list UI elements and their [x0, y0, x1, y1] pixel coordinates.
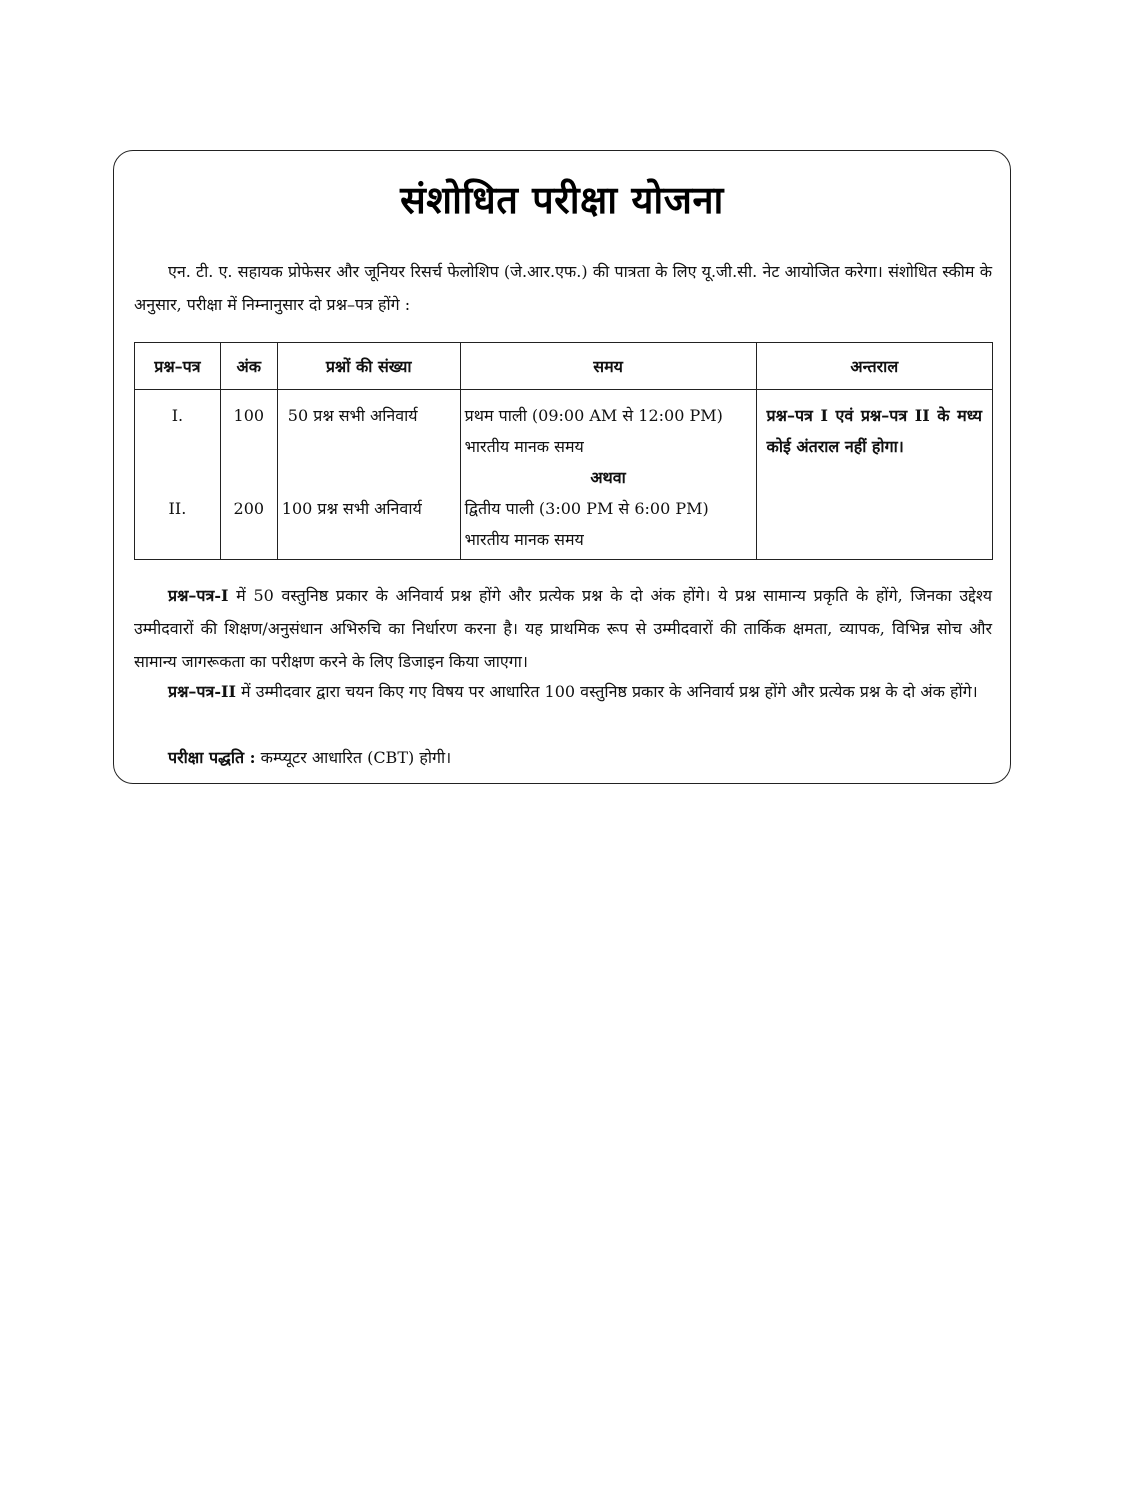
paper-1-paragraph [134, 579, 992, 678]
time-cell [460, 390, 756, 560]
header-time: समय [460, 343, 756, 390]
questions-1: 50 प्रश्न सभी अनिवार्य [287, 406, 418, 425]
marks-cell [220, 390, 277, 560]
paper-2-text: में उम्मीदवार द्वारा चयन किए गए विषय पर आधारित 100 वस्तुनिष्ठ प्रकार के अनिवार्य प्रश्न होंगे और प्रत्येक प्रश्न के दो अंक होंगे। [235, 682, 978, 701]
marks-2: 200 [233, 499, 265, 518]
paper-1-label: प्रश्न–पत्र-I [168, 586, 229, 605]
or-label: अथवा [590, 468, 626, 487]
page-title: संशोधित परीक्षा योजना [400, 178, 724, 222]
table-header-row [135, 343, 993, 390]
shift-1-zone: भारतीय मानक समय [464, 437, 584, 456]
header-paper: प्रश्न–पत्र [135, 343, 221, 390]
intro-paragraph: एन. टी. ए. सहायक प्रोफेसर और जूनियर रिसर्च फेलोशिप (जे.आर.एफ.) की पात्रता के लिए यू.जी.सी. नेट आयोजित करेगा। संशोधित स्कीम के अनुसार, परीक्षा में निम्नानुसार दो प्रश्न–पत्र होंगे : [134, 262, 993, 314]
shift-2: द्वितीय पाली (3:00 PM से 6:00 PM) [464, 499, 709, 518]
exam-mode-paragraph [134, 741, 992, 774]
header-questions: प्रश्नों की संख्या [277, 343, 460, 390]
questions-cell [277, 390, 460, 560]
interval-text: प्रश्न–पत्र I एवं प्रश्न–पत्र II के मध्य कोई अंतराल नहीं होगा। [766, 406, 982, 456]
paper-2: II. [168, 499, 187, 518]
exam-mode-label: परीक्षा पद्धति : [168, 748, 256, 767]
exam-mode-text: कम्प्यूटर आधारित (CBT) होगी। [255, 748, 452, 767]
header-interval: अन्तराल [756, 343, 992, 390]
paper-1-text: में 50 वस्तुनिष्ठ प्रकार के अनिवार्य प्रश्न होंगे और प्रत्येक प्रश्न के दो अंक होंगे। ये प्रश्न सामान्य प्रकृति के होंगे, जिनका उद्देश्य उम्मीदवारों की शिक्षण/अनुसंधान अभिरुचि का निर्धारण करना है। यह प्राथमिक रूप से उम्मीदवारों की तार्किक क्षमता, व्यापक, विभिन्न सोच और सामान्य जागरूकता का परीक्षण करने के लिए डिजाइन किया जाएगा। [134, 586, 992, 671]
shift-1: प्रथम पाली (09:00 AM से 12:00 PM) [464, 406, 723, 425]
questions-2: 100 प्रश्न सभी अनिवार्य [281, 499, 422, 518]
exam-scheme-table [134, 342, 993, 560]
interval-cell [756, 390, 992, 560]
paper-1: I. [171, 406, 184, 425]
paper-2-paragraph [134, 675, 992, 708]
paper-2-label: प्रश्न–पत्र-II [168, 682, 236, 701]
shift-2-zone: भारतीय मानक समय [464, 530, 584, 549]
exam-scheme-box [113, 150, 1011, 784]
table-row [135, 390, 993, 560]
marks-1: 100 [233, 406, 265, 425]
header-marks: अंक [220, 343, 277, 390]
paper-cell [135, 390, 221, 560]
